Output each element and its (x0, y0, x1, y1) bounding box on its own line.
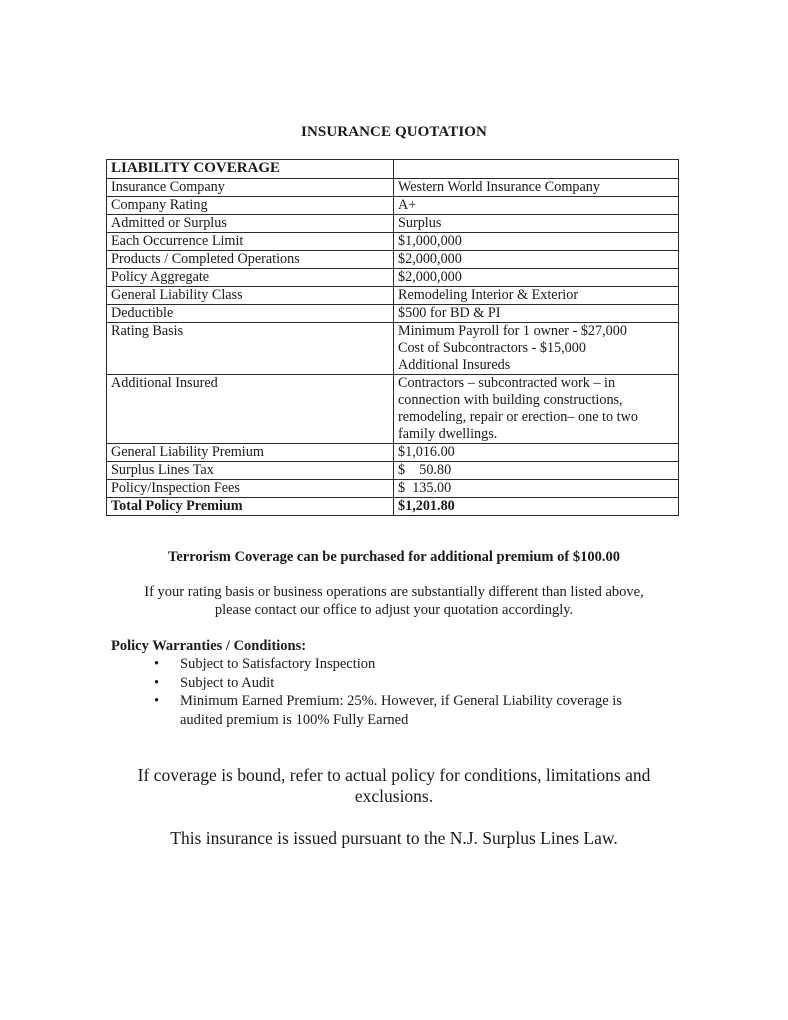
table-row (107, 323, 679, 375)
row-label: Each Occurrence Limit (107, 233, 394, 251)
bullet-icon: • (154, 674, 160, 691)
row-label: Company Rating (107, 197, 394, 215)
total-label: Total Policy Premium (107, 498, 394, 516)
rating-basis-notice (0, 583, 788, 619)
row-value-line: Cost of Subcontractors - $15,000 (398, 340, 586, 356)
row-value-line: remodeling, repair or erection– one to two (398, 409, 638, 425)
bullet-icon: • (154, 693, 160, 709)
warranty-text (180, 655, 672, 674)
row-value-line: Contractors – subcontracted work – in (398, 375, 616, 391)
row-label: Products / Completed Operations (107, 251, 394, 269)
warranty-line: Subject to Satisfactory Inspection (180, 656, 376, 672)
notice-line: If your rating basis or business operations are substantially different than listed above, (144, 584, 644, 600)
terrorism-coverage-note: Terrorism Coverage can be purchased for additional premium of $100.00 (168, 549, 620, 565)
warranties-heading: Policy Warranties / Conditions: (111, 638, 307, 654)
total-value: $1,201.80 (394, 498, 679, 516)
row-value: Surplus (394, 215, 679, 233)
row-value: $2,000,000 (394, 251, 679, 269)
row-value: $ 50.80 (394, 462, 679, 480)
surplus-lines-law-note: This insurance is issued pursuant to the N.J. Surplus Lines Law. (170, 828, 618, 848)
row-label: Insurance Company (107, 179, 394, 197)
table-row (107, 269, 679, 287)
warranty-item (152, 655, 672, 674)
table-row (107, 305, 679, 323)
row-value-line: family dwellings. (398, 426, 498, 442)
table-row (107, 215, 679, 233)
table-total-row (107, 498, 679, 516)
row-value (394, 323, 679, 375)
document-title: INSURANCE QUOTATION (301, 124, 487, 140)
warranty-item (152, 692, 672, 729)
liability-coverage-table (106, 159, 679, 516)
table-header-row (107, 160, 679, 179)
bound-note-line: exclusions. (354, 786, 434, 806)
table-row (107, 287, 679, 305)
table-row (107, 444, 679, 462)
row-label: Policy Aggregate (107, 269, 394, 287)
bound-note-line: If coverage is bound, refer to actual policy for conditions, limitations and (137, 765, 651, 785)
row-value: $1,016.00 (394, 444, 679, 462)
table-row (107, 462, 679, 480)
bullet-icon: • (154, 656, 160, 672)
warranty-item (152, 674, 672, 693)
row-label: Deductible (107, 305, 394, 323)
table-header-label: LIABILITY COVERAGE (107, 160, 394, 179)
row-label: Admitted or Surplus (107, 215, 394, 233)
table-row (107, 375, 679, 444)
warranty-line: audited premium is 100% Fully Earned (180, 711, 409, 728)
row-label: Rating Basis (107, 323, 394, 375)
warranty-text (180, 674, 672, 693)
row-value: Remodeling Interior & Exterior (394, 287, 679, 305)
row-value-line: connection with building constructions, (398, 392, 623, 408)
warranties-list (152, 655, 672, 729)
row-value-line: Minimum Payroll for 1 owner - $27,000 (398, 323, 627, 339)
row-value-line: Additional Insureds (398, 357, 511, 373)
row-value: $2,000,000 (394, 269, 679, 287)
warranty-line: Minimum Earned Premium: 25%. However, if General Liability coverage is (180, 693, 622, 709)
table-header-value (394, 160, 679, 179)
table-row (107, 480, 679, 498)
row-value: $ 135.00 (394, 480, 679, 498)
warranty-text (180, 692, 672, 729)
warranty-line: Subject to Audit (180, 674, 275, 691)
row-value: $1,000,000 (394, 233, 679, 251)
table-row (107, 179, 679, 197)
row-value: A+ (394, 197, 679, 215)
notice-line: please contact our office to adjust your quotation accordingly. (214, 602, 574, 618)
row-label: Policy/Inspection Fees (107, 480, 394, 498)
row-label: Additional Insured (107, 375, 394, 444)
row-value (394, 375, 679, 444)
table-row (107, 197, 679, 215)
row-value: Western World Insurance Company (394, 179, 679, 197)
bound-coverage-note (0, 765, 788, 807)
row-label: Surplus Lines Tax (107, 462, 394, 480)
table-row (107, 251, 679, 269)
row-label: General Liability Premium (107, 444, 394, 462)
row-value: $500 for BD & PI (394, 305, 679, 323)
table-row (107, 233, 679, 251)
row-label: General Liability Class (107, 287, 394, 305)
